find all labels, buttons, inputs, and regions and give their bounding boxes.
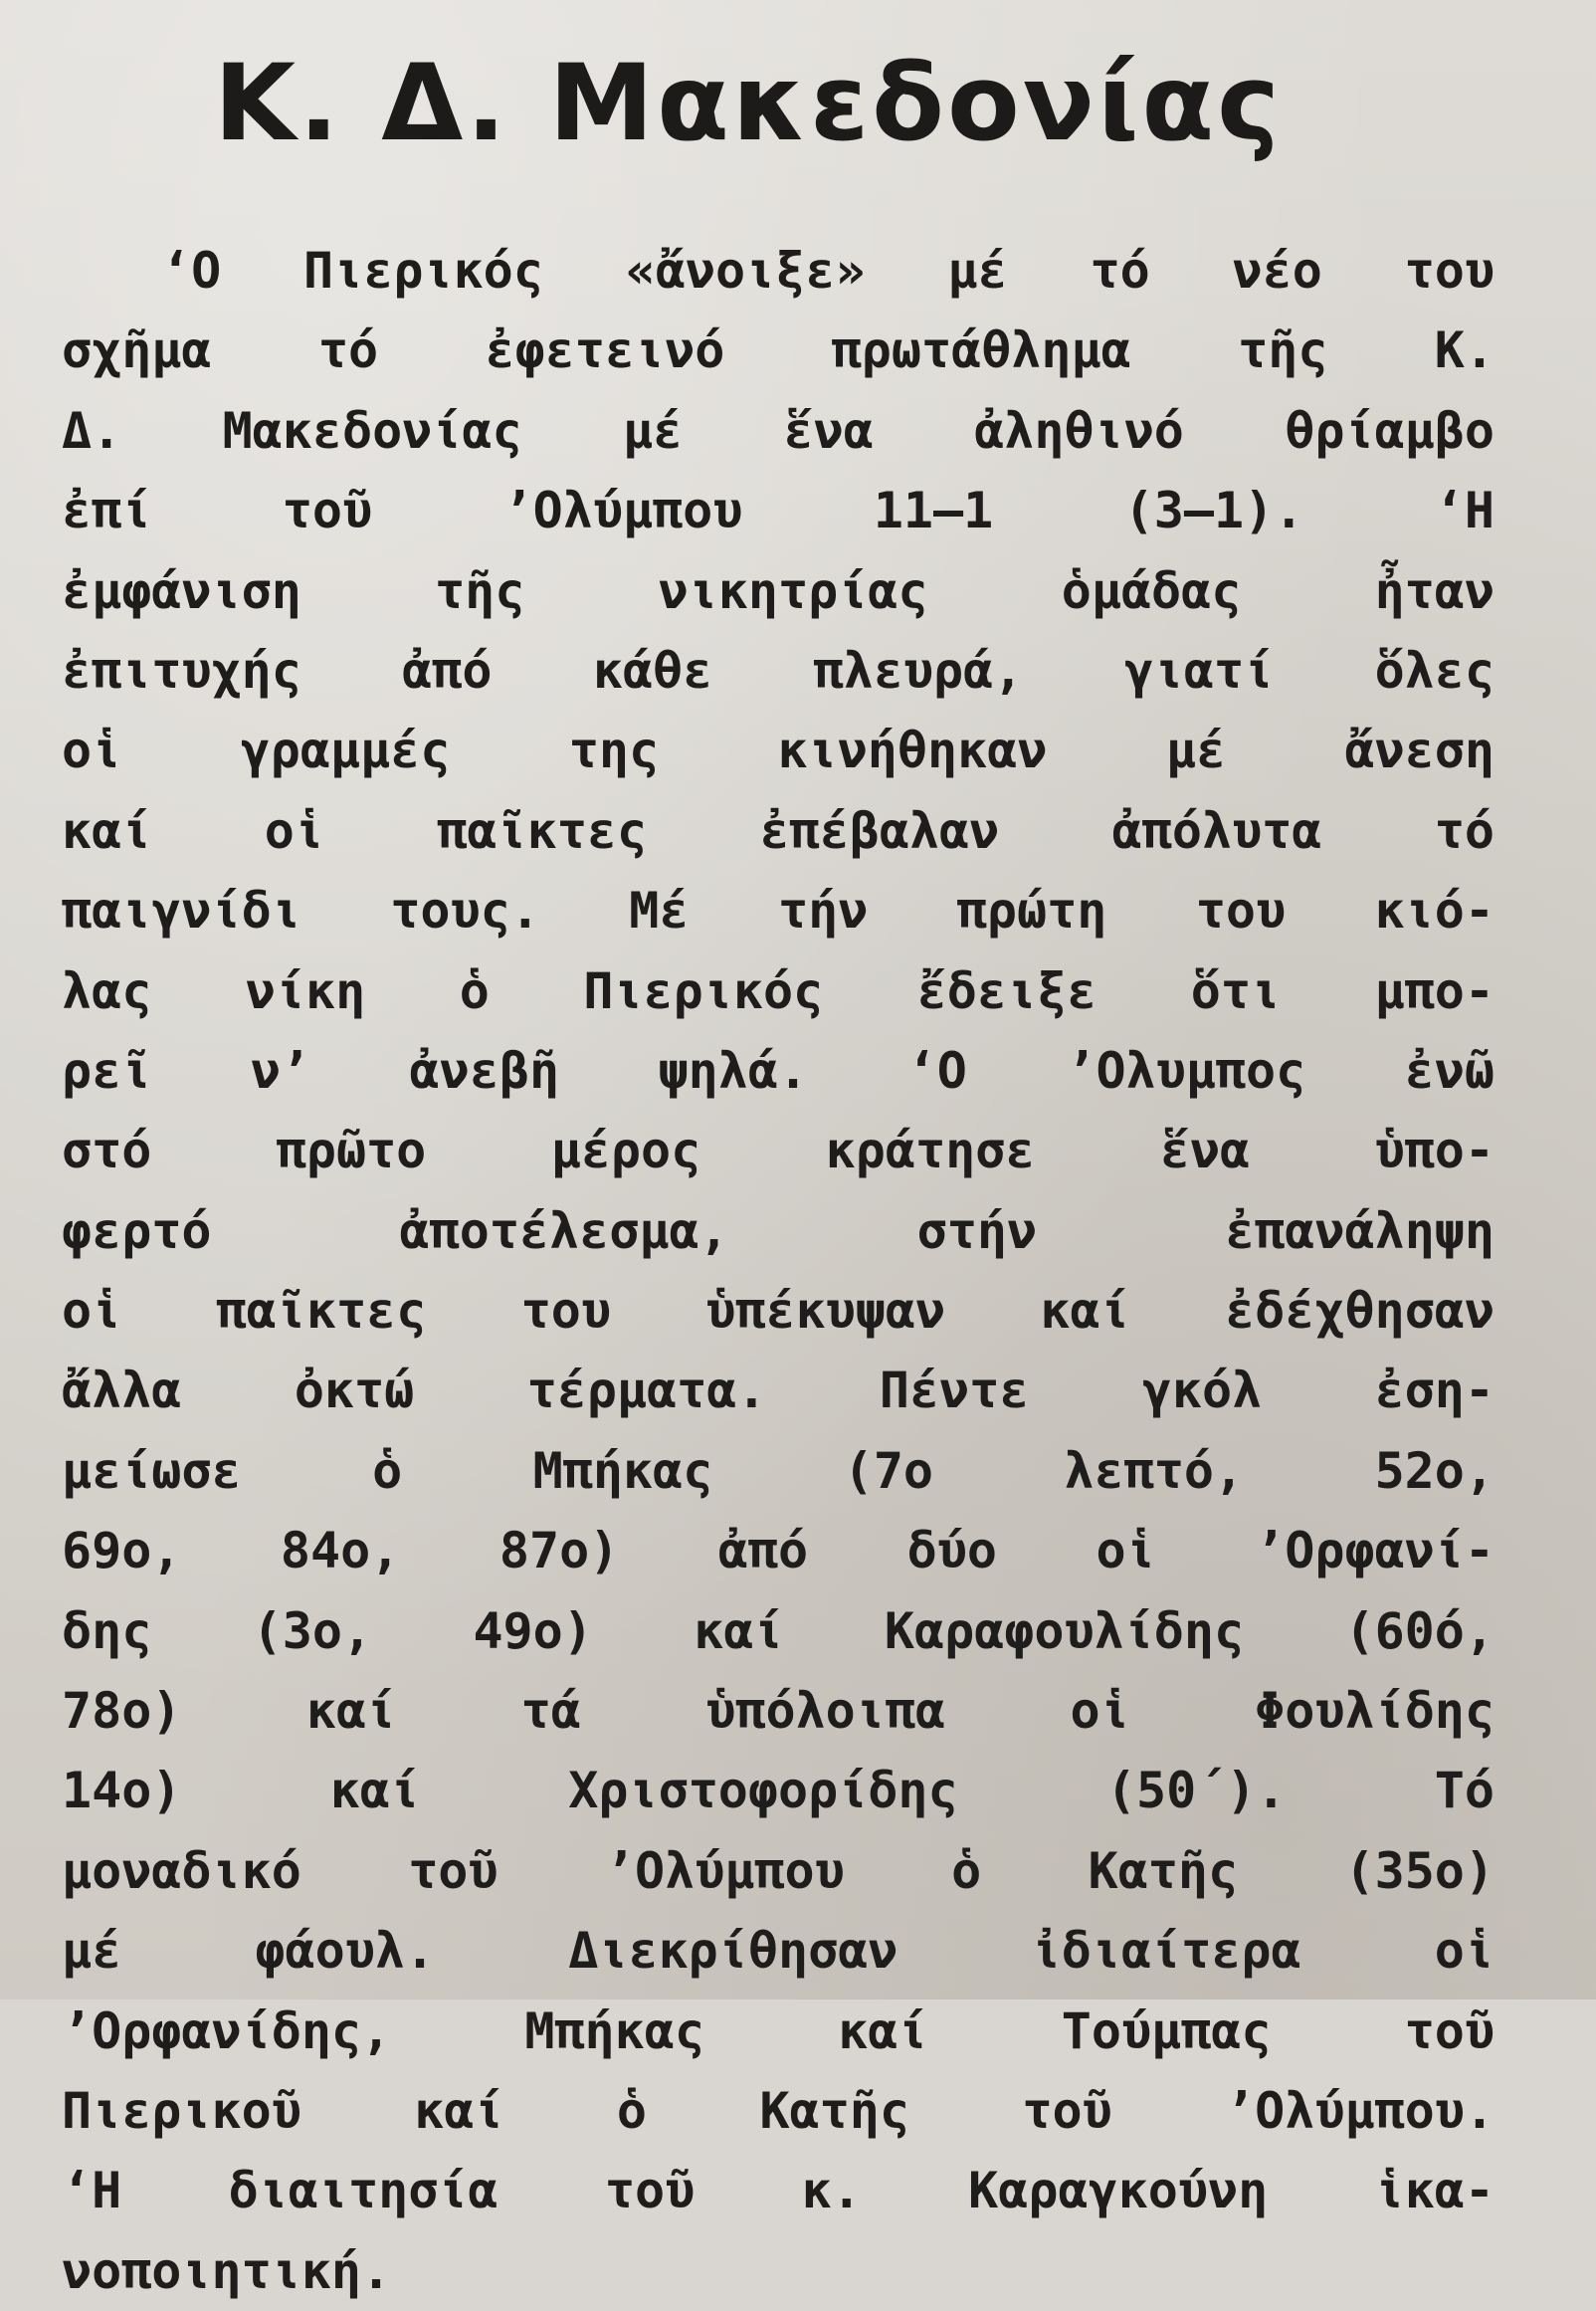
article-line: καί οἱ παῖκτες ἐπέβαλαν ἀπόλυτα τό <box>62 801 1495 860</box>
article-line: 78ο) καί τά ὑπόλοιπα οἱ Φουλίδης <box>62 1682 1495 1741</box>
article-line: στό πρῶτο μέρος κράτησε ἕνα ὑπο- <box>62 1122 1495 1180</box>
article-line: παιγνίδι τους. Μέ τήν πρώτη του κιό- <box>62 882 1495 941</box>
article-line: μείωσε ὁ Μπήκας (7ο λεπτό, 52ο, <box>62 1441 1495 1500</box>
article-line: ἐμφάνιση τῆς νικητρίας ὁμάδας ἦταν <box>62 561 1495 620</box>
article-line: Δ. Μακεδονίας μέ ἕνα ἀληθινό θρίαμβο <box>62 401 1495 460</box>
article-line: ’Ορφανίδης, Μπήκας καί Τούμπας τοῦ <box>62 2001 1495 2060</box>
article-line: ἄλλα ὀκτώ τέρματα. Πέντε γκόλ ἐση- <box>62 1362 1495 1420</box>
article-line: ‘Η διαιτησία τοῦ κ. Καραγκούνη ἱκα- <box>62 2162 1495 2220</box>
article-line: 14ο) καί Χριστοφορίδης (50΄). Τό <box>62 1762 1495 1820</box>
article-line: Πιερικοῦ καί ὁ Κατῆς τοῦ ’Ολύμπου. <box>62 2081 1495 2140</box>
article-line: οἱ γραμμές της κινήθηκαν μέ ἄνεση <box>62 722 1495 780</box>
article-line: ρεῖ ν’ ἀνεβῆ ψηλά. ‘Ο ’Ολυμπος ἐνῶ <box>62 1041 1495 1100</box>
article-line: ἐπί τοῦ ’Ολύμπου 11—1 (3—1). ‘Η <box>62 482 1495 540</box>
article-line: 69ο, 84ο, 87ο) ἀπό δύο οἱ ’Ορφανί- <box>62 1522 1495 1580</box>
article-line: φερτό ἀποτέλεσμα, στήν ἐπανάληψη <box>62 1201 1495 1260</box>
article-line: οἱ παῖκτες του ὑπέκυψαν καί ἐδέχθησαν <box>62 1282 1495 1341</box>
article-line: σχῆμα τό ἐφετεινό πρωτάθλημα τῆς Κ. <box>62 321 1495 380</box>
article-line: δης (3ο, 49ο) καί Καραφουλίδης (60ό, <box>62 1601 1495 1660</box>
article-line: μέ φάουλ. Διεκρίθησαν ἰδιαίτερα οἱ <box>62 1922 1495 1981</box>
article-line: ‘Ο Πιερικός «ἄνοιξε» μέ τό νέο του <box>161 242 1495 300</box>
article-line: νοποιητική. <box>62 2241 392 2300</box>
article-line: ἐπιτυχής ἀπό κάθε πλευρά, γιατί ὅλες <box>62 641 1495 700</box>
article-line: λας νίκη ὁ Πιερικός ἔδειξε ὅτι μπο- <box>62 961 1495 1020</box>
article-line: μοναδικό τοῦ ’Ολύμπου ὁ Κατῆς (35ο) <box>62 1841 1495 1900</box>
headline: Κ. Δ. Μακεδονίας <box>214 42 1283 164</box>
